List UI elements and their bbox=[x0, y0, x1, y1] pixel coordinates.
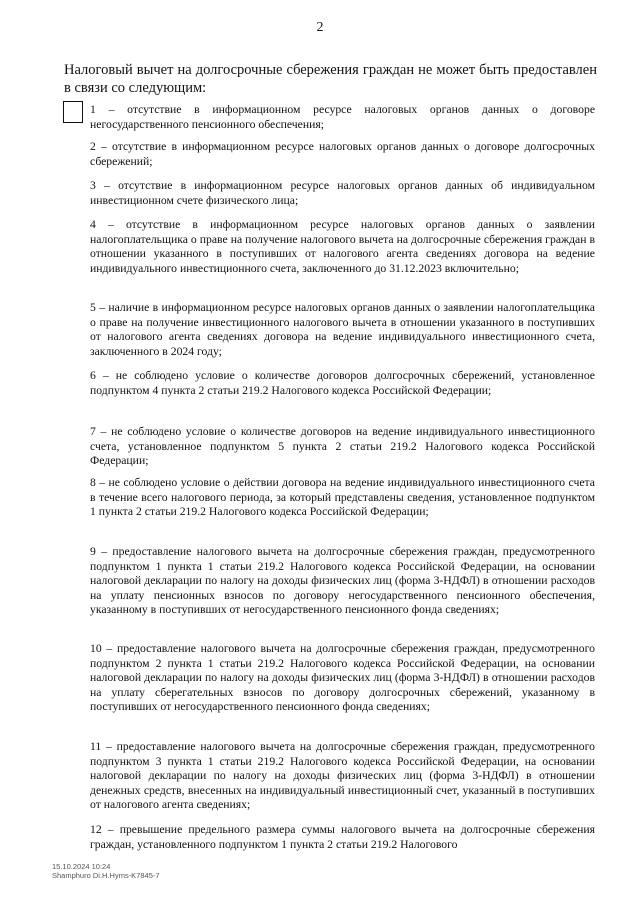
footer-stamp bbox=[52, 862, 160, 880]
reason-item-9: 9 – предоставление налогового вычета на долгосрочные сбережения граждан, предусмотренного подпунктом 1 пункта 1 статьи 219.2 Налогового кодекса Российской Федерации, на основании налоговой декларации по налогу на доходы физических лиц (форма 3-НДФЛ) в отношении расходов на уплату пенсионных взносов по договору негосударственного пенсионного обеспечения, указанному в поступивших от негосударственного пенсионного фонда сведениях; bbox=[90, 545, 595, 616]
footer-line-2: Shamphuro Di.H.Hyms-K7845-7 bbox=[52, 871, 160, 880]
checkbox[interactable] bbox=[63, 101, 83, 123]
reason-item-2: 2 – отсутствие в информационном ресурсе налоговых органов данных о договоре долгосрочных сбережений; bbox=[90, 140, 595, 168]
reason-item-10: 10 – предоставление налогового вычета на долгосрочные сбережения граждан, предусмотренного подпунктом 2 пункта 1 статьи 219.2 Налогового кодекса Российской Федерации, на основании налоговой декларации по налогу на доходы физических лиц (форма 3-НДФЛ) в отношении расходов на уплату сберегательных взносов по договору долгосрочных сбережений, указанному в поступивших от негосударственного пенсионного фонда сведениях; bbox=[90, 642, 595, 713]
reason-item-4: 4 – отсутствие в информационном ресурсе налоговых органов данных о заявлении налогоплательщика о праве на получение налогового вычета на долгосрочные сбережения граждан в отношении указанного в поступивших от налогового агента сведениях договора на ведение индивидуального инвестиционного счета, заключенного до 31.12.2023 включительно; bbox=[90, 218, 595, 275]
footer-line-1: 15.10.2024 10:24 bbox=[52, 862, 111, 871]
reason-item-5: 5 – наличие в информационном ресурсе налоговых органов данных о заявлении налогоплательщика о праве на получение инвестиционного налогового вычета в отношении указанного в поступивших от налогового агента сведениях договора на ведение индивидуального инвестиционного счета, заключенного в 2024 году; bbox=[90, 301, 595, 358]
intro-paragraph: Налоговый вычет на долгосрочные сбережения граждан не может быть предоставлен в связи со следующим: bbox=[64, 62, 597, 96]
reason-item-7: 7 – не соблюдено условие о количестве договоров на ведение индивидуального инвестиционного счета, установленное подпунктом 5 пункта 2 статьи 219.2 Налогового кодекса Российской Федерации; bbox=[90, 425, 595, 467]
reason-item-11: 11 – предоставление налогового вычета на долгосрочные сбережения граждан, предусмотренного подпунктом 3 пункта 1 статьи 219.2 Налогового кодекса Российской Федерации, на основании налоговой декларации по налогу на доходы физических лиц (форма 3-НДФЛ) в отношении денежных средств, внесенных на индивидуальный инвестиционный счет, указанный в поступивших от налогового агента сведениях; bbox=[90, 740, 595, 811]
reason-item-8: 8 – не соблюдено условие о действии договора на ведение индивидуального инвестиционного счета в течение всего налогового периода, за который представлены сведения, установленное подпунктом 1 пункта 2 статьи 219.2 Налогового кодекса Российской Федерации; bbox=[90, 476, 595, 518]
reason-item-3: 3 – отсутствие в информационном ресурсе налоговых органов данных об индивидуальном инвестиционном счете физического лица; bbox=[90, 179, 595, 207]
page-number: 2 bbox=[316, 20, 324, 35]
reason-item-1: 1 – отсутствие в информационном ресурсе налоговых органов данных о договоре негосударственного пенсионного обеспечения; bbox=[90, 103, 595, 131]
reason-item-6: 6 – не соблюдено условие о количестве договоров долгосрочных сбережений, установленное подпунктом 4 пункта 2 статьи 219.2 Налогового кодекса Российской Федерации; bbox=[90, 369, 595, 397]
reason-item-12: 12 – превышение предельного размера суммы налогового вычета на долгосрочные сбережения граждан, установленного подпунктом 1 пункта 2 статьи 219.2 Налогового bbox=[90, 823, 595, 851]
